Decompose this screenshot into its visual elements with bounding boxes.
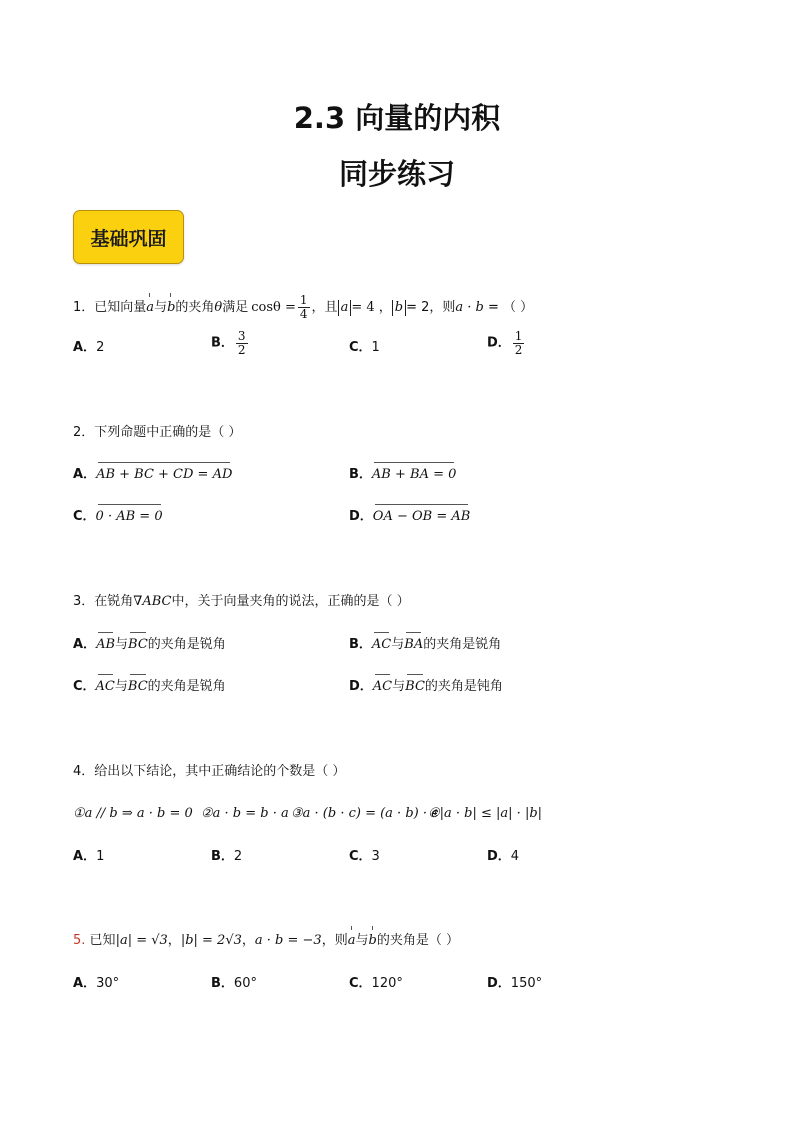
q4-option-b[interactable] bbox=[211, 848, 242, 866]
q5-vector-a: a bbox=[347, 933, 356, 948]
vector: BC bbox=[128, 637, 148, 652]
option-label: D． bbox=[349, 679, 373, 694]
q1-vector-a: a bbox=[146, 300, 155, 315]
option-text: 150° bbox=[510, 976, 543, 991]
q4-option-a[interactable] bbox=[73, 848, 104, 866]
option-label: C． bbox=[349, 849, 372, 864]
option-label: D． bbox=[349, 509, 373, 524]
option-formula: 0 · AB = 0 bbox=[95, 509, 163, 524]
q1-text: ，且 bbox=[311, 300, 338, 315]
question-stem: 在锐角 bbox=[94, 594, 134, 609]
option-text: 的夹角是锐角 bbox=[147, 679, 226, 694]
question-number: 5. bbox=[73, 933, 86, 948]
option-fraction bbox=[513, 330, 525, 357]
option-fraction bbox=[236, 330, 248, 357]
q2-option-a[interactable] bbox=[73, 466, 232, 484]
q5-option-a[interactable] bbox=[73, 975, 119, 993]
q1-text: = 4 ， bbox=[351, 300, 392, 315]
question-number: 1． bbox=[73, 300, 95, 315]
fraction-numerator: 3 bbox=[237, 329, 246, 343]
q2-option-b[interactable] bbox=[349, 466, 456, 484]
fraction-numerator: 1 bbox=[299, 293, 308, 307]
option-label: A． bbox=[73, 340, 97, 355]
q5-text: ，则 bbox=[321, 933, 348, 948]
option-text: 30° bbox=[96, 976, 120, 991]
section-badge: 基础巩固 bbox=[73, 210, 184, 264]
page-title: 2.3 向量的内积 bbox=[293, 101, 501, 135]
q4-statement-2: ②a · b = b · a bbox=[201, 806, 289, 821]
option-text: 的夹角是钝角 bbox=[424, 679, 503, 694]
vector: BA bbox=[404, 637, 424, 652]
question-stem: 中，关于向量夹角的说法，正确的是（ ） bbox=[171, 594, 410, 609]
q1-text: 与 bbox=[154, 300, 168, 315]
q1-text: = 2，则 bbox=[406, 300, 456, 315]
q5-option-b[interactable] bbox=[211, 975, 257, 993]
q5-option-d[interactable] bbox=[487, 975, 542, 993]
option-text: 4 bbox=[510, 849, 520, 864]
q5-option-c[interactable] bbox=[349, 975, 403, 993]
question-5 bbox=[73, 932, 459, 950]
q1-abs-b: b bbox=[392, 300, 406, 316]
q2-option-c[interactable] bbox=[73, 508, 163, 526]
q5-vector-b: b bbox=[368, 933, 377, 948]
option-text: 与 bbox=[114, 679, 128, 694]
option-text: 60° bbox=[233, 976, 257, 991]
question-3 bbox=[73, 593, 410, 611]
q3-option-b[interactable] bbox=[349, 636, 501, 654]
option-label: B． bbox=[211, 976, 234, 991]
q4-statement-4: ④|a · b| ≤ |a| · |b| bbox=[428, 806, 543, 821]
q1-fraction bbox=[298, 294, 310, 321]
option-label: D． bbox=[487, 849, 511, 864]
vector: AC bbox=[95, 679, 115, 694]
question-number: 3． bbox=[73, 594, 95, 609]
page-subtitle: 同步练习 bbox=[338, 157, 455, 191]
option-label: D． bbox=[487, 335, 511, 351]
option-label: B． bbox=[211, 849, 234, 864]
question-stem: 下列命题中正确的是（ ） bbox=[94, 425, 242, 440]
option-label: C． bbox=[73, 679, 96, 694]
option-formula: OA − OB = AB bbox=[372, 509, 471, 524]
option-text: 2 bbox=[233, 849, 243, 864]
option-label: A． bbox=[73, 637, 97, 652]
option-text: 与 bbox=[115, 637, 129, 652]
q1-abs-a: a bbox=[338, 300, 352, 316]
q4-option-c[interactable] bbox=[349, 848, 380, 866]
q5-text: 的夹角是（ ） bbox=[376, 933, 459, 948]
fraction-denominator: 2 bbox=[514, 343, 523, 357]
q5-text: ， bbox=[167, 933, 181, 948]
option-label: A． bbox=[73, 849, 97, 864]
q2-option-d[interactable] bbox=[349, 508, 470, 526]
q5-abs-a: |a| = √3 bbox=[115, 933, 168, 948]
option-label: C． bbox=[73, 509, 96, 524]
option-text: 1 bbox=[371, 340, 380, 355]
vector: AC bbox=[371, 637, 392, 652]
question-number: 4． bbox=[73, 764, 95, 779]
q4-option-d[interactable] bbox=[487, 848, 519, 866]
option-label: B． bbox=[211, 335, 234, 351]
vector: BC bbox=[127, 679, 148, 694]
option-text: 3 bbox=[371, 849, 380, 864]
option-text: 与 bbox=[391, 637, 405, 652]
option-label: A． bbox=[73, 976, 97, 991]
q3-option-d[interactable] bbox=[349, 678, 503, 696]
q4-statement-3: ③a · (b · c) = (a · b) · c bbox=[291, 806, 439, 821]
q1-cos: cosθ = bbox=[251, 300, 296, 315]
option-label: A． bbox=[73, 467, 97, 482]
q1-text: 已知向量 bbox=[94, 300, 147, 315]
q5-text: 与 bbox=[355, 933, 369, 948]
q1-dot-product: a · b bbox=[455, 300, 484, 315]
option-label: B． bbox=[349, 467, 372, 482]
option-formula: AB + BA = 0 bbox=[371, 467, 457, 482]
question-number: 2． bbox=[73, 425, 95, 440]
q1-option-d[interactable] bbox=[487, 330, 526, 357]
q5-dot-product: a · b = −3 bbox=[254, 933, 322, 948]
option-label: D． bbox=[487, 976, 511, 991]
option-label: C． bbox=[349, 340, 372, 355]
q1-option-c[interactable] bbox=[349, 339, 380, 357]
fraction-numerator: 1 bbox=[514, 329, 523, 343]
q5-abs-b: |b| = 2√3 bbox=[180, 933, 242, 948]
option-text: 与 bbox=[392, 679, 406, 694]
vector: AB bbox=[96, 637, 116, 652]
option-label: B． bbox=[349, 637, 372, 652]
option-text: 的夹角是锐角 bbox=[147, 637, 226, 652]
triangle-symbol: ∇ABC bbox=[133, 594, 172, 609]
question-4 bbox=[73, 763, 345, 781]
q5-text: ， bbox=[241, 933, 255, 948]
vector: AC bbox=[372, 679, 393, 694]
question-stem: 给出以下结论，其中正确结论的个数是（ ） bbox=[94, 764, 346, 779]
q1-text: 的夹角 bbox=[175, 300, 215, 315]
q1-text: = （ ） bbox=[483, 300, 534, 315]
q5-text: 已知 bbox=[89, 933, 116, 948]
q3-option-c[interactable] bbox=[73, 678, 226, 696]
fraction-denominator: 2 bbox=[237, 343, 246, 357]
q1-text: 满足 bbox=[222, 300, 249, 315]
fraction-denominator: 4 bbox=[299, 307, 308, 321]
option-label: C． bbox=[349, 976, 372, 991]
option-text: 1 bbox=[96, 849, 105, 864]
q1-option-a[interactable] bbox=[73, 339, 104, 357]
q1-theta: θ bbox=[214, 300, 223, 315]
q1-vector-b: b bbox=[167, 300, 176, 315]
option-text: 的夹角是锐角 bbox=[423, 637, 502, 652]
q3-option-a[interactable] bbox=[73, 636, 226, 654]
q1-option-b[interactable] bbox=[211, 330, 250, 357]
vector: BC bbox=[405, 679, 425, 694]
question-1 bbox=[73, 294, 533, 321]
option-text: 2 bbox=[96, 340, 105, 355]
option-text: 120° bbox=[371, 976, 403, 991]
q4-statement-1: ①a // b ⇒ a · b = 0 bbox=[73, 806, 193, 821]
question-2 bbox=[73, 424, 241, 442]
option-formula: AB + BC + CD = AD bbox=[96, 467, 233, 482]
